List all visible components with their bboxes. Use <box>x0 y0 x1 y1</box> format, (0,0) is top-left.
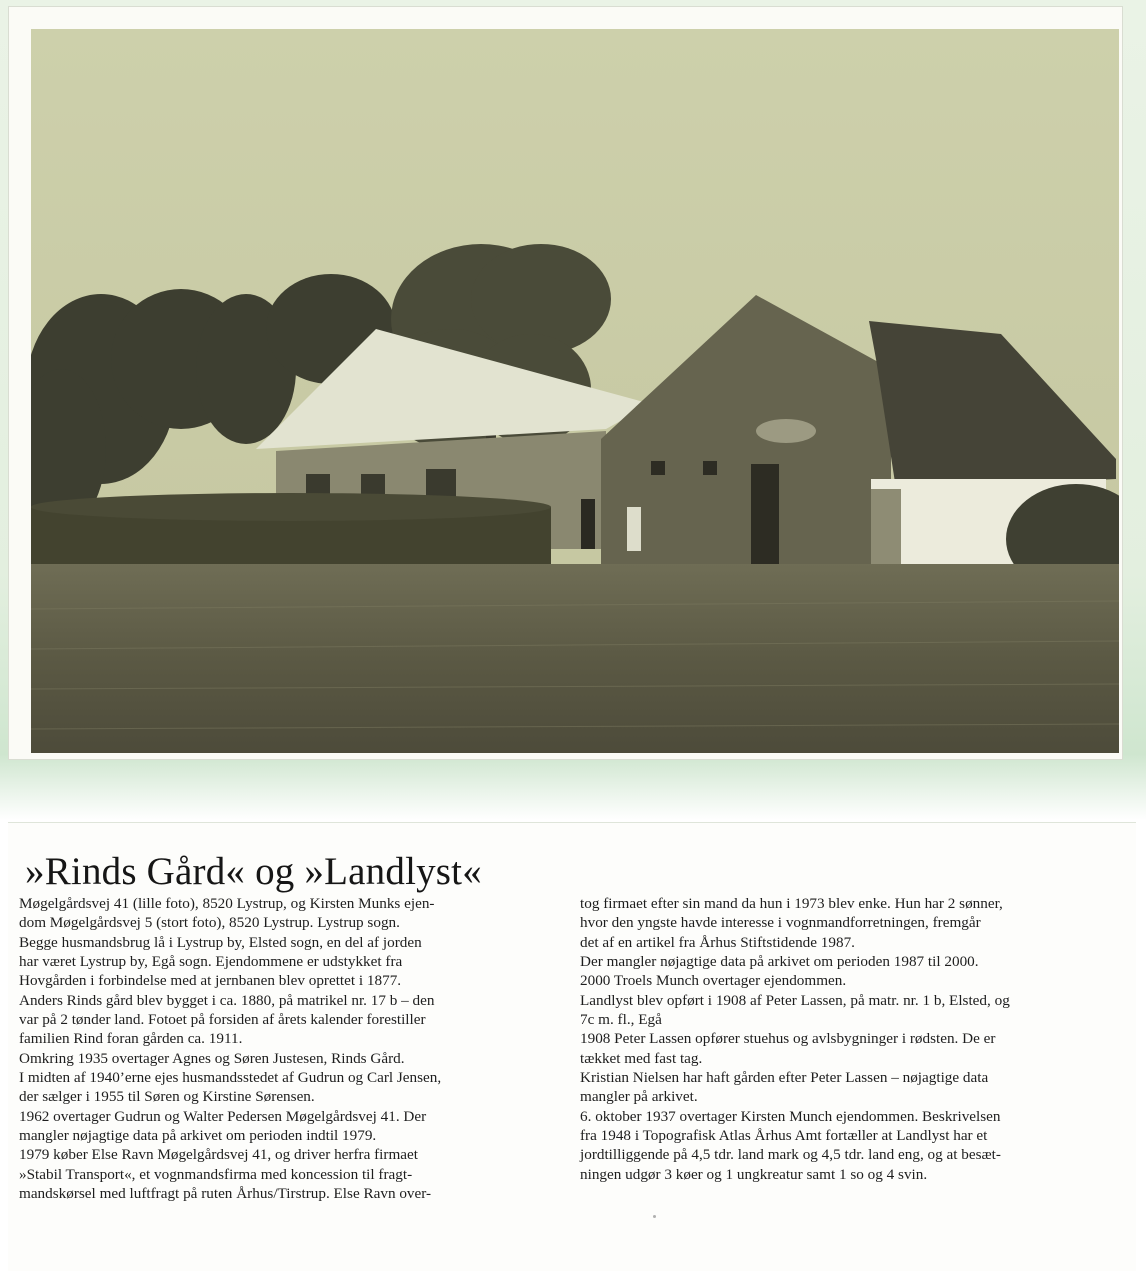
text-line: dom Møgelgårdsvej 5 (stort foto), 8520 Lystrup. Lystrup sogn. <box>19 914 400 932</box>
article-left-column <box>19 894 564 1204</box>
text-line: 2000 Troels Munch overtager ejendommen. <box>580 972 847 990</box>
print-speck <box>653 1215 656 1218</box>
text-line: tækket med fast tag. <box>580 1049 703 1067</box>
text-line: der sælger i 1955 til Søren og Kirstine Sørensen. <box>19 1088 315 1106</box>
text-line: har været Lystrup by, Egå sogn. Ejendommene er udstykket fra <box>19 953 403 971</box>
text-line: det af en artikel fra Århus Stiftstidende 1987. <box>580 933 855 951</box>
text-line: var på 2 tønder land. Fotoet på forsiden af årets kalender forestiller <box>19 1011 426 1029</box>
text-line: Der mangler nøjagtige data på arkivet om perioden 1987 til 2000. <box>580 953 979 971</box>
text-line: 1979 køber Else Ravn Møgelgårdsvej 41, og driver herfra firmaet <box>19 1146 418 1164</box>
photo-frame <box>8 6 1123 760</box>
text-line: mandskørsel med luftfragt på ruten Århus/Tirstrup. Else Ravn over- <box>19 1185 432 1203</box>
text-line: Begge husmandsbrug lå i Lystrup by, Elsted sogn, en del af jorden <box>19 933 422 951</box>
text-line: fra 1948 i Topografisk Atlas Århus Amt fortæller at Landlyst har et <box>580 1127 988 1145</box>
article-panel <box>8 822 1136 1271</box>
article-title: »Rinds Gård« og »Landlyst« <box>25 850 482 893</box>
text-line: 1962 overtager Gudrun og Walter Pedersen Møgelgårdsvej 41. Der <box>19 1107 427 1125</box>
text-line: ningen udgør 3 køer og 1 ungkreatur samt 1 so og 4 svin. <box>580 1165 928 1183</box>
text-line: mangler på arkivet. <box>580 1088 698 1106</box>
text-line: Landlyst blev opført i 1908 af Peter Lassen, på matr. nr. 1 b, Elsted, og <box>580 991 1010 1009</box>
text-line: tog firmaet efter sin mand da hun i 1973 blev enke. Hun har 2 sønner, <box>580 895 1003 912</box>
text-line: »Stabil Transport«, et vognmandsfirma med koncession til fragt- <box>19 1165 413 1183</box>
text-line: Anders Rinds gård blev bygget i ca. 1880, på matrikel nr. 17 b – den <box>19 991 435 1009</box>
text-line: 7c m. fl., Egå <box>580 1011 662 1029</box>
text-line: jordtilliggende på 4,5 tdr. land mark og 4,5 tdr. land eng, og at besæt- <box>580 1146 1001 1164</box>
text-line: Møgelgårdsvej 41 (lille foto), 8520 Lystrup, og Kirsten Munks ejen- <box>19 895 435 912</box>
text-line: Omkring 1935 overtager Agnes og Søren Justesen, Rinds Gård. <box>19 1049 405 1067</box>
farmhouse-image <box>31 29 1119 753</box>
text-line: hvor den yngste havde interesse i vognmandforretningen, fremgår <box>580 914 981 932</box>
text-line: 6. oktober 1937 overtager Kirsten Munch ejendommen. Beskrivelsen <box>580 1107 1001 1125</box>
text-line: Hovgården i forbindelse med at jernbanen blev oprettet i 1877. <box>19 972 402 990</box>
text-line: mangler nøjagtige data på arkivet om perioden indtil 1979. <box>19 1127 377 1145</box>
farm-photograph <box>31 29 1119 753</box>
article-right-column <box>580 894 1120 1184</box>
text-line: familien Rind foran gården ca. 1911. <box>19 1030 243 1048</box>
text-line: Kristian Nielsen har haft gården efter Peter Lassen – nøjagtige data <box>580 1069 989 1087</box>
text-line: 1908 Peter Lassen opfører stuehus og avlsbygninger i rødsten. De er <box>580 1030 996 1048</box>
text-line: I midten af 1940’erne ejes husmandsstedet af Gudrun og Carl Jensen, <box>19 1069 442 1087</box>
